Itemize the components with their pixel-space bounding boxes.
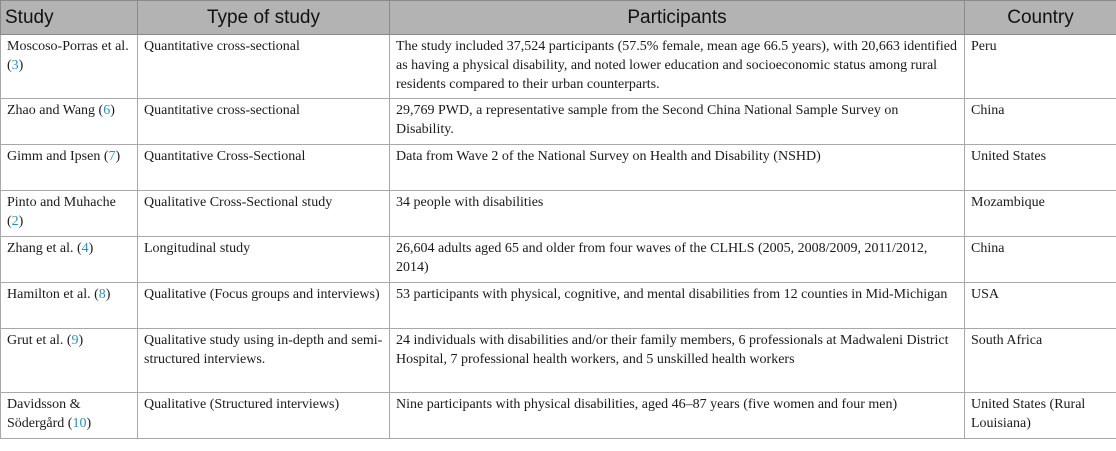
country-cell: China	[965, 237, 1116, 283]
participants-cell: 26,604 adults aged 65 and older from four waves of the CLHLS (2005, 2008/2009, 2011/2012, 2014)	[390, 237, 965, 283]
type-cell: Quantitative cross-sectional	[138, 99, 390, 145]
study-author: Pinto and Muhache (	[7, 195, 116, 229]
table-row	[1, 283, 1116, 329]
study-cell	[1, 145, 138, 191]
study-author: Grut et al. (	[7, 333, 72, 348]
study-author: Hamilton et al. (	[7, 287, 99, 302]
reference-link[interactable]: 10	[72, 416, 87, 431]
participants-cell: 53 participants with physical, cognitive, and mental disabilities from 12 counties in Mid-Michigan	[390, 283, 965, 329]
reference-link[interactable]: 3	[11, 58, 19, 73]
type-cell: Longitudinal study	[138, 237, 390, 283]
header-country: Country	[965, 1, 1116, 35]
table-row	[1, 329, 1116, 393]
study-cell	[1, 35, 138, 99]
country-cell: Peru	[965, 35, 1116, 99]
study-author: Moscoso-Porras et al. (	[7, 39, 129, 73]
study-paren: )	[88, 241, 94, 256]
participants-cell: 29,769 PWD, a representative sample from the Second China National Sample Survey on Disability.	[390, 99, 965, 145]
table-row	[1, 99, 1116, 145]
reference-link[interactable]: 6	[103, 103, 111, 118]
participants-cell: 34 people with disabilities	[390, 191, 965, 237]
study-cell	[1, 237, 138, 283]
type-cell: Qualitative Cross-Sectional study	[138, 191, 390, 237]
study-cell	[1, 99, 138, 145]
header-row	[1, 1, 1116, 35]
country-cell: United States (Rural Louisiana)	[965, 393, 1116, 439]
study-author: Zhao and Wang (	[7, 103, 104, 118]
study-paren: )	[105, 287, 111, 302]
header-type: Type of study	[138, 1, 390, 35]
study-paren: )	[86, 416, 92, 431]
study-paren: )	[18, 58, 24, 73]
header-participants: Participants	[390, 1, 965, 35]
study-paren: )	[78, 333, 84, 348]
country-cell: USA	[965, 283, 1116, 329]
study-author: Zhang et al. (	[7, 241, 82, 256]
reference-link[interactable]: 2	[11, 214, 19, 229]
table-row	[1, 393, 1116, 439]
study-paren: )	[18, 214, 24, 229]
table-row	[1, 237, 1116, 283]
study-cell	[1, 191, 138, 237]
type-cell: Quantitative cross-sectional	[138, 35, 390, 99]
table-row	[1, 145, 1116, 191]
reference-link[interactable]: 7	[108, 149, 116, 164]
study-author: Gimm and Ipsen (	[7, 149, 109, 164]
participants-cell: Nine participants with physical disabilities, aged 46–87 years (five women and four men)	[390, 393, 965, 439]
participants-cell: The study included 37,524 participants (57.5% female, mean age 66.5 years), with 20,663 identified as having a physical disability, and noted lower education and socioeconomic status among rural residents compared to their urban counterparts.	[390, 35, 965, 99]
study-cell	[1, 393, 138, 439]
participants-cell: Data from Wave 2 of the National Survey on Health and Disability (NSHD)	[390, 145, 965, 191]
country-cell: Mozambique	[965, 191, 1116, 237]
study-cell	[1, 329, 138, 393]
reference-link[interactable]: 8	[98, 287, 106, 302]
study-paren: )	[110, 103, 115, 118]
country-cell: China	[965, 99, 1116, 145]
reference-link[interactable]: 4	[81, 241, 89, 256]
type-cell: Quantitative Cross-Sectional	[138, 145, 390, 191]
study-cell	[1, 283, 138, 329]
type-cell: Qualitative (Focus groups and interviews)	[138, 283, 390, 329]
country-cell: United States	[965, 145, 1116, 191]
country-cell: South Africa	[965, 329, 1116, 393]
table-row	[1, 191, 1116, 237]
table-row	[1, 35, 1116, 99]
type-cell: Qualitative study using in-depth and semi-structured interviews.	[138, 329, 390, 393]
study-author: Davidsson & Södergård (	[7, 397, 81, 431]
reference-link[interactable]: 9	[71, 333, 79, 348]
participants-cell: 24 individuals with disabilities and/or their family members, 6 professionals at Madwaleni District Hospital, 7 professional health workers, and 5 unskilled health workers	[390, 329, 965, 393]
type-cell: Qualitative (Structured interviews)	[138, 393, 390, 439]
study-paren: )	[115, 149, 121, 164]
header-study: Study	[1, 1, 138, 35]
